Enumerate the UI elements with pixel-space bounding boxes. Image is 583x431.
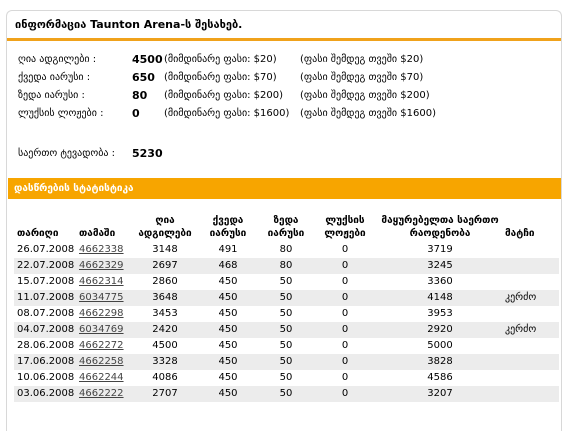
row-match-type bbox=[505, 306, 559, 322]
row-upper-tier: 50 bbox=[257, 322, 315, 338]
column-header-date: თარიღი bbox=[17, 228, 59, 239]
row-match-type bbox=[505, 242, 559, 258]
row-upper-tier: 50 bbox=[279, 308, 293, 319]
panel-title: ინფორმაცია Taunton Arena-ს შესახებ. bbox=[7, 11, 561, 41]
row-total-attendance: 3245 bbox=[375, 258, 505, 274]
row-upper-tier: 50 bbox=[257, 386, 315, 402]
row-luxury-boxes: 0 bbox=[341, 276, 349, 287]
total-capacity bbox=[18, 146, 163, 162]
current-price: (მიმდინარე ფასი: $70) bbox=[164, 72, 277, 83]
row-lower-tier: 450 bbox=[199, 386, 257, 402]
row-upper-tier: 80 bbox=[257, 258, 315, 274]
row-match-type bbox=[505, 386, 559, 402]
row-upper-tier: 50 bbox=[257, 290, 315, 306]
table-row bbox=[14, 370, 559, 386]
row-date: 11.07.2008 bbox=[14, 290, 79, 306]
row-lower-tier: 450 bbox=[218, 372, 238, 383]
current-price: (მიმდინარე ფასი: $1600) bbox=[164, 108, 290, 119]
table-header-row bbox=[14, 214, 559, 242]
column-header-lower-tier: ქვედა იარუსი bbox=[209, 215, 247, 239]
game-link[interactable]: 4662314 bbox=[79, 276, 124, 287]
row-lower-tier: 450 bbox=[199, 290, 257, 306]
row-luxury-boxes: 0 bbox=[341, 340, 349, 351]
row-open-seats: 3453 bbox=[152, 308, 178, 319]
total-capacity-label: საერთო ტევადობა : bbox=[18, 148, 116, 159]
row-match-type: კერძო bbox=[505, 290, 559, 306]
next-month-price: (ფასი შემდეგ თვეში $200) bbox=[300, 90, 430, 101]
row-total-attendance: 3719 bbox=[427, 244, 453, 255]
game-link[interactable]: 4662258 bbox=[79, 356, 124, 367]
game-link[interactable]: 4662298 bbox=[79, 308, 124, 319]
row-lower-tier: 450 bbox=[199, 322, 257, 338]
row-match-type bbox=[505, 274, 559, 290]
row-date: 15.07.2008 bbox=[17, 276, 75, 287]
row-lower-tier: 450 bbox=[218, 340, 238, 351]
column-header-match: მატჩი bbox=[505, 228, 535, 239]
row-date: 17.06.2008 bbox=[14, 354, 79, 370]
row-open-seats: 2697 bbox=[131, 258, 199, 274]
row-total-attendance: 3207 bbox=[375, 386, 505, 402]
row-luxury-boxes: 0 bbox=[315, 386, 375, 402]
game-link[interactable]: 4662338 bbox=[79, 244, 124, 255]
capacity-label: ქვედა იარუსი : bbox=[18, 72, 91, 83]
row-luxury-boxes: 0 bbox=[341, 244, 349, 255]
row-lower-tier: 468 bbox=[199, 258, 257, 274]
table-row bbox=[14, 306, 559, 322]
row-total-attendance: 3953 bbox=[427, 308, 453, 319]
row-luxury-boxes: 0 bbox=[341, 308, 349, 319]
game-link[interactable]: 4662272 bbox=[79, 340, 124, 351]
table-row bbox=[14, 386, 559, 402]
row-match-type bbox=[505, 354, 559, 370]
game-link[interactable]: 6034775 bbox=[79, 292, 124, 303]
row-match-type bbox=[505, 338, 559, 354]
column-header-game: თამაში bbox=[79, 228, 116, 239]
row-luxury-boxes: 0 bbox=[315, 290, 375, 306]
table-row bbox=[14, 354, 559, 370]
row-date: 08.07.2008 bbox=[17, 308, 75, 319]
capacity-seats: 4500 bbox=[132, 53, 163, 66]
row-luxury-boxes: 0 bbox=[315, 258, 375, 274]
row-open-seats: 2420 bbox=[131, 322, 199, 338]
game-link[interactable]: 4662222 bbox=[79, 388, 124, 399]
row-open-seats: 3148 bbox=[152, 244, 178, 255]
row-date: 10.06.2008 bbox=[17, 372, 75, 383]
row-luxury-boxes: 0 bbox=[341, 372, 349, 383]
game-link[interactable]: 4662244 bbox=[79, 372, 124, 383]
row-total-attendance: 2920 bbox=[375, 322, 505, 338]
row-open-seats: 2707 bbox=[131, 386, 199, 402]
row-total-attendance: 5000 bbox=[427, 340, 453, 351]
total-capacity-value: 5230 bbox=[132, 147, 163, 160]
attendance-table bbox=[14, 214, 559, 402]
column-header-open-seats: ღია ადგილები bbox=[138, 215, 192, 239]
table-row bbox=[14, 322, 559, 338]
capacity-label: ღია ადგილები : bbox=[18, 54, 97, 65]
next-month-price: (ფასი შემდეგ თვეში $70) bbox=[300, 72, 424, 83]
row-upper-tier: 50 bbox=[279, 340, 293, 351]
row-luxury-boxes: 0 bbox=[315, 322, 375, 338]
table-row bbox=[14, 258, 559, 274]
column-header-luxury-boxes: ლუქსის ლოჟები bbox=[324, 215, 366, 239]
next-month-price: (ფასი შემდეგ თვეში $20) bbox=[300, 54, 424, 65]
current-price: (მიმდინარე ფასი: $20) bbox=[164, 54, 277, 65]
row-date: 26.07.2008 bbox=[17, 244, 75, 255]
capacity-label: ლუქსის ლოჟები : bbox=[18, 108, 104, 119]
row-open-seats: 4500 bbox=[152, 340, 178, 351]
row-match-type bbox=[505, 370, 559, 386]
table-row bbox=[14, 242, 559, 258]
table-row bbox=[14, 338, 559, 354]
row-date: 22.07.2008 bbox=[14, 258, 79, 274]
row-lower-tier: 491 bbox=[218, 244, 238, 255]
row-lower-tier: 450 bbox=[218, 276, 238, 287]
row-total-attendance: 4148 bbox=[375, 290, 505, 306]
table-row bbox=[14, 274, 559, 290]
row-upper-tier: 50 bbox=[257, 354, 315, 370]
game-link[interactable]: 6034769 bbox=[79, 324, 124, 335]
column-header-upper-tier: ზედა იარუსი bbox=[267, 215, 305, 239]
row-upper-tier: 50 bbox=[279, 276, 293, 287]
row-open-seats: 2860 bbox=[152, 276, 178, 287]
row-open-seats: 3648 bbox=[131, 290, 199, 306]
current-price: (მიმდინარე ფასი: $200) bbox=[164, 90, 284, 101]
next-month-price: (ფასი შემდეგ თვეში $1600) bbox=[300, 108, 436, 119]
game-link[interactable]: 4662329 bbox=[79, 260, 124, 271]
column-header-total-attendance: მაყურებელთა საერთო რაოდენობა bbox=[381, 215, 499, 239]
row-date: 28.06.2008 bbox=[17, 340, 75, 351]
capacity-label: ზედა იარუსი : bbox=[18, 90, 85, 101]
capacity-seats: 80 bbox=[132, 89, 148, 102]
capacity-seats: 650 bbox=[132, 71, 155, 84]
capacity-seats: 0 bbox=[132, 107, 140, 120]
row-lower-tier: 450 bbox=[218, 308, 238, 319]
row-luxury-boxes: 0 bbox=[315, 354, 375, 370]
row-upper-tier: 80 bbox=[279, 244, 293, 255]
row-lower-tier: 450 bbox=[199, 354, 257, 370]
row-match-type bbox=[505, 258, 559, 274]
row-open-seats: 3328 bbox=[131, 354, 199, 370]
attendance-stats-header: დასწრების სტატისტიკა bbox=[8, 178, 561, 199]
row-total-attendance: 4586 bbox=[427, 372, 453, 383]
row-date: 03.06.2008 bbox=[14, 386, 79, 402]
row-open-seats: 4086 bbox=[152, 372, 178, 383]
row-upper-tier: 50 bbox=[279, 372, 293, 383]
row-date: 04.07.2008 bbox=[14, 322, 79, 338]
row-total-attendance: 3360 bbox=[427, 276, 453, 287]
table-row bbox=[14, 290, 559, 306]
row-total-attendance: 3828 bbox=[375, 354, 505, 370]
row-match-type: კერძო bbox=[505, 322, 559, 338]
